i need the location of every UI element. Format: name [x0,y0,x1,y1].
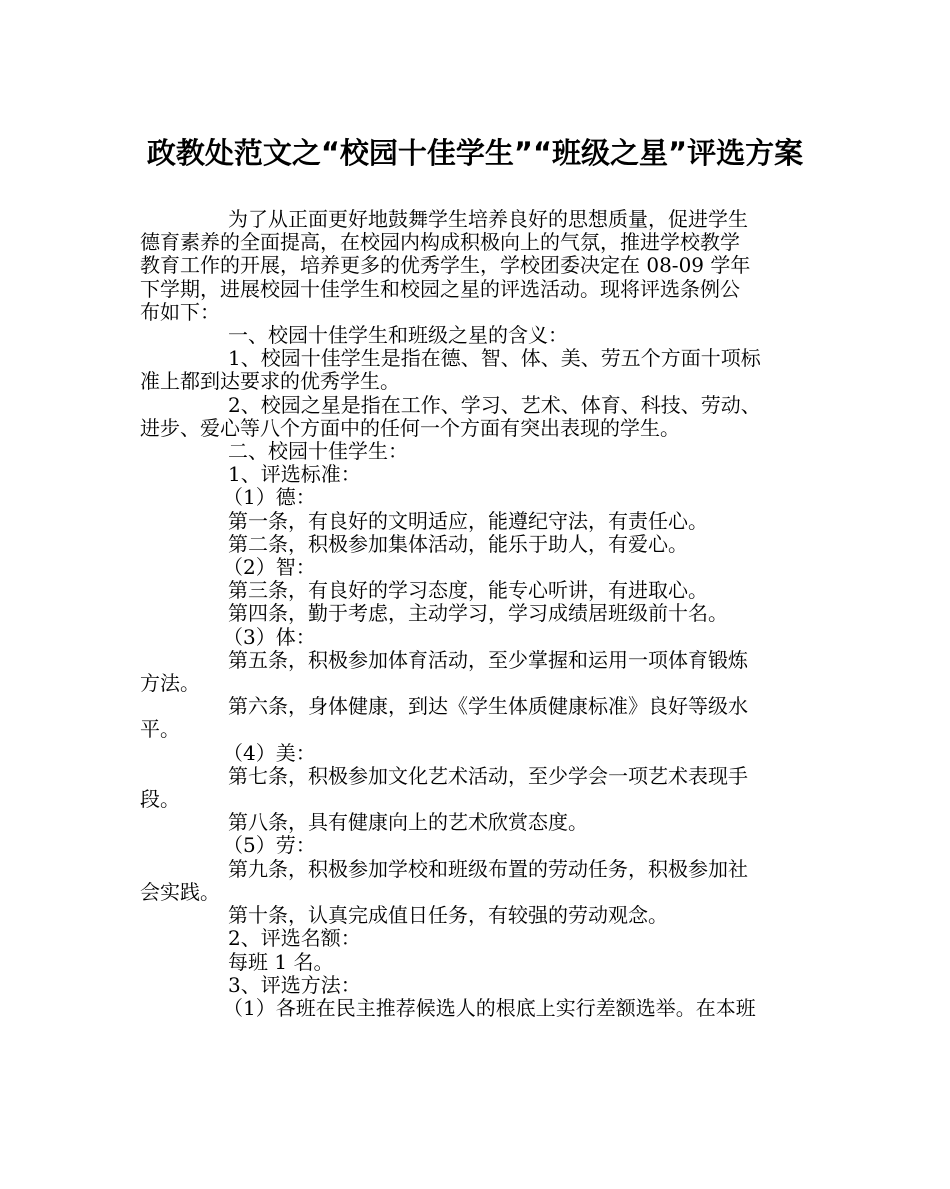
text-line: 每班 1 名。 [228,949,334,974]
paragraph [140,533,810,556]
paragraph [140,951,810,974]
text-line: （2）智： [223,555,316,580]
text-line: （3）体： [223,624,316,649]
text-line: （4）美： [223,740,316,765]
text-line: 德育素养的全面提高，在校园内构成积极向上的气氛，推进学校教学 [140,230,740,255]
text-line: 第七条，积极参加文化艺术活动，至少学会一项艺术表现手 [228,763,748,788]
text-line: 布如下： [140,299,220,324]
document-title: 政教处范文之“校园十佳学生”“班级之星”评选方案 [146,136,804,170]
text-line: 为了从正面更好地鼓舞学生培养良好的思想质量，促进学生 [228,207,748,231]
paragraph [140,486,810,509]
text-line: 1、校园十佳学生是指在德、智、体、美、劳五个方面十项标 [228,346,761,371]
paragraph [140,394,810,440]
paragraph [140,440,810,463]
text-line: （5）劳： [223,833,316,858]
paragraph [140,208,810,324]
paragraph [140,510,810,533]
text-line: 教育工作的开展，培养更多的优秀学生，学校团委决定在 08-09 学年 [140,253,751,278]
paragraph [140,834,810,857]
text-line: 2、评选名额： [228,926,361,951]
text-line: 第十条，认真完成值日任务，有较强的劳动观念。 [228,903,668,928]
text-line: 进步、爱心等八个方面中的任何一个方面有突出表现的学生。 [140,415,680,440]
paragraph [140,765,810,811]
text-line: 第二条，积极参加集体活动，能乐于助人，有爱心。 [228,531,688,556]
text-line: 二、校园十佳学生： [228,439,408,464]
text-line: 3、评选方法： [228,972,361,997]
paragraph [140,556,810,579]
paragraph [140,602,810,625]
paragraph [140,695,810,741]
text-line: 第三条，有良好的学习态度，能专心听讲，有进取心。 [228,578,708,603]
text-line: 准上都到达要求的优秀学生。 [140,369,400,394]
paragraph [140,649,810,695]
paragraph [140,579,810,602]
text-line: 第五条，积极参加体育活动，至少掌握和运用一项体育锻炼 [228,647,748,672]
paragraph [140,927,810,950]
paragraph [140,904,810,927]
text-line: 第六条，身体健康，到达《学生体质健康标准》良好等级水 [228,694,748,719]
paragraph [140,997,810,1020]
paragraph [140,858,810,904]
text-line: 第九条，积极参加学校和班级布置的劳动任务，积极参加社 [228,856,748,881]
text-line: （1）各班在民主推荐候选人的根底上实行差额选举。在本班 [223,995,756,1020]
document-body [140,208,810,1020]
paragraph [140,347,810,393]
paragraph [140,324,810,347]
text-line: 1、评选标准： [228,462,361,487]
text-line: 第四条，勤于考虑，主动学习，学习成绩居班级前十名。 [228,601,728,626]
text-line: 方法。 [140,671,200,696]
text-line: 下学期，进展校园十佳学生和校园之星的评选活动。现将评选条例公 [140,276,740,301]
text-line: 第一条，有良好的文明适应，能遵纪守法，有责任心。 [228,508,708,533]
text-line: 第八条，具有健康向上的艺术欣赏态度。 [228,810,588,835]
text-line: 2、校园之星是指在工作、学习、艺术、体育、科技、劳动、 [228,392,761,417]
text-line: 一、校园十佳学生和班级之星的含义： [228,323,568,348]
text-line: 会实践。 [140,879,220,904]
paragraph [140,463,810,486]
paragraph [140,974,810,997]
paragraph [140,811,810,834]
text-line: 段。 [140,787,180,812]
text-line: （1）德： [223,485,316,510]
paragraph [140,742,810,765]
text-line: 平。 [140,717,180,742]
paragraph [140,626,810,649]
